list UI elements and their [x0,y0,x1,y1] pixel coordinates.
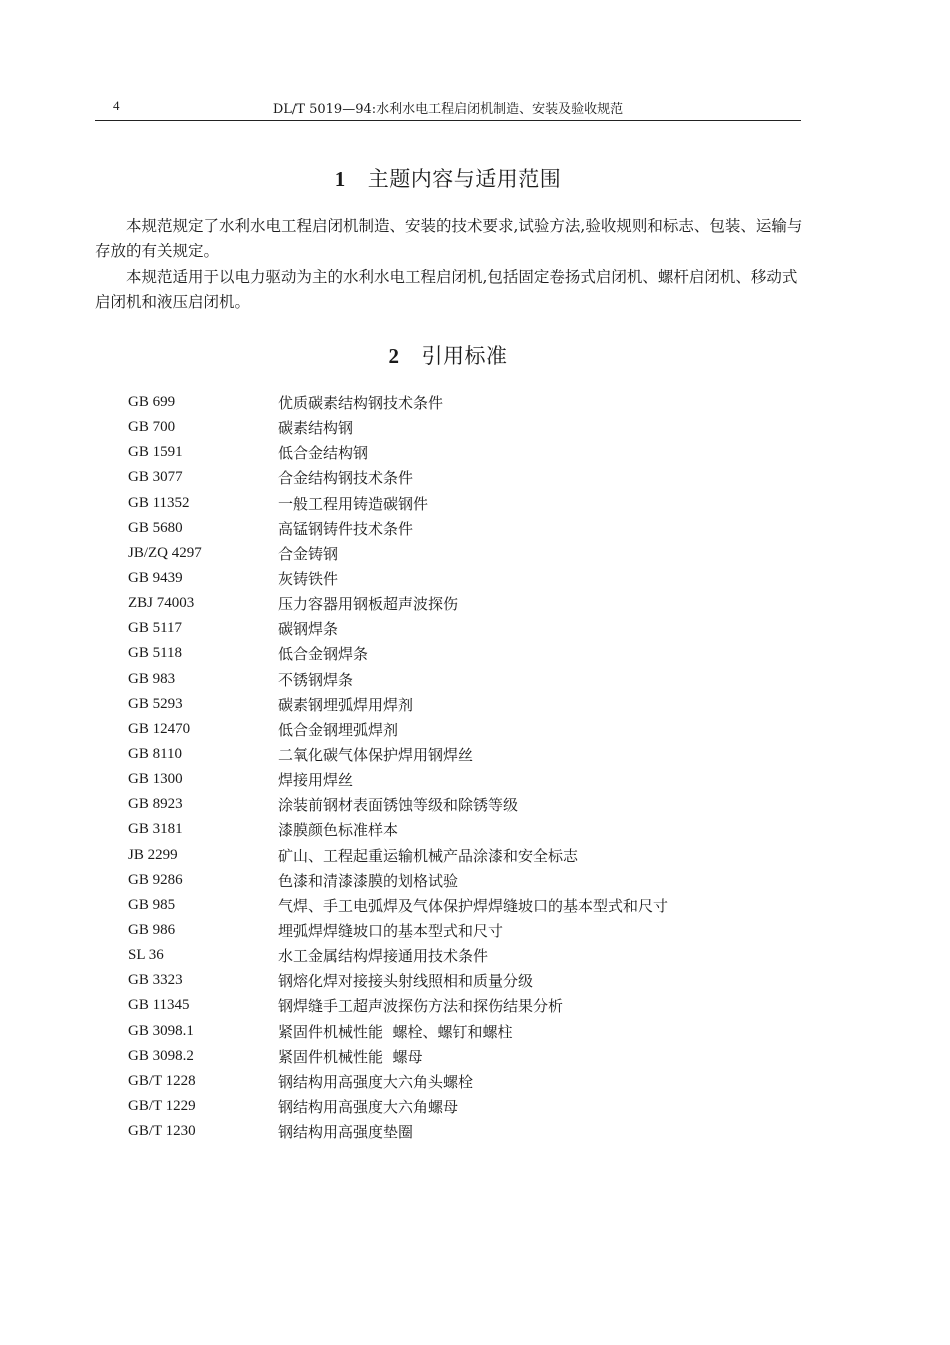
reference-row [128,516,768,541]
reference-code: SL 36 [128,947,164,964]
reference-code: GB 3098.1 [128,1022,194,1039]
reference-title: 碳素结构钢 [278,419,354,438]
reference-code: GB/T 1230 [128,1123,196,1140]
reference-code: GB 5117 [128,620,183,637]
reference-code: JB 2299 [128,846,178,863]
reference-row [128,415,768,440]
section-1-title: 主题内容与适用范围 [367,167,562,191]
reference-title: 涂装前钢材表面锈蚀等级和除锈等级 [278,796,519,815]
reference-code: GB 5680 [128,519,183,536]
reference-row [128,993,768,1018]
reference-title: 钢结构用高强度垫圈 [278,1123,414,1142]
reference-row [128,641,768,666]
reference-title: 紧固件机械性能 螺栓、螺钉和螺柱 [278,1022,513,1041]
reference-title: 埋弧焊焊缝坡口的基本型式和尺寸 [278,922,504,941]
reference-row [128,1019,768,1044]
reference-row [128,767,768,792]
reference-title: 压力容器用钢板超声波探伤 [278,595,459,614]
reference-row [128,1094,768,1119]
running-title: DL/T 5019—94:水利水电工程启闭机制造、安装及验收规范 [272,102,624,117]
reference-row [128,491,768,516]
reference-title: 合金铸钢 [278,544,339,563]
reference-standards-list [128,390,768,1144]
section-1-number: 1 [334,167,346,191]
reference-code: GB 12470 [128,720,191,737]
section-1-paragraph-2: 本规范适用于以电力驱动为主的水利水电工程启闭机,包括固定卷扬式启闭机、螺杆启闭机、移动式启闭机和液压启闭机。 [95,268,798,311]
reference-title: 优质碳素结构钢技术条件 [278,394,444,413]
reference-title: 水工金属结构焊接通用技术条件 [278,947,489,966]
reference-code: GB 700 [128,419,176,436]
reference-row [128,868,768,893]
reference-row [128,616,768,641]
reference-code: GB 699 [128,394,176,411]
section-1-paragraph-1: 本规范规定了水利水电工程启闭机制造、安装的技术要求,试验方法,验收规则和标志、包装、运输与存放的有关规定。 [95,217,803,260]
reference-title: 气焊、手工电弧焊及气体保护焊焊缝坡口的基本型式和尺寸 [278,896,669,915]
reference-title: 碳钢焊条 [278,620,339,639]
reference-title: 钢焊缝手工超声波探伤方法和探伤结果分析 [278,997,564,1016]
reference-title: 钢结构用高强度大六角螺母 [278,1098,459,1116]
reference-title: 漆膜颜色标准样本 [278,821,399,840]
reference-code: GB 3098.2 [128,1047,194,1064]
reference-code: GB 5118 [128,645,183,662]
reference-title: 紧固件机械性能 螺母 [278,1047,423,1066]
reference-row [128,390,768,415]
reference-row [128,817,768,842]
reference-code: GB 8110 [128,746,183,763]
reference-code: GB 983 [128,670,176,687]
reference-code: GB 986 [128,922,176,939]
reference-code: GB 1300 [128,771,183,788]
reference-row [128,918,768,943]
section-1-heading [95,163,801,193]
reference-row [128,792,768,817]
reference-title: 焊接用焊丝 [278,771,354,790]
page-header [95,96,801,121]
reference-code: GB 1591 [128,444,183,461]
reference-row [128,943,768,968]
reference-code: GB 985 [128,896,176,913]
reference-code: GB 3077 [128,469,183,486]
reference-code: GB 11345 [128,997,190,1014]
reference-row [128,843,768,868]
reference-title: 钢结构用高强度大六角头螺栓 [278,1072,474,1091]
reference-row [128,1069,768,1094]
reference-code: GB 9286 [128,871,183,888]
section-2-heading [95,340,801,370]
reference-code: GB 9439 [128,570,183,587]
reference-title: 低合金钢焊条 [278,645,369,664]
reference-row [128,1119,768,1144]
page-number: 4 [113,98,120,113]
section-2-number: 2 [388,344,400,368]
reference-row [128,541,768,566]
reference-title: 不锈钢焊条 [278,670,354,689]
reference-code: GB 3323 [128,972,183,989]
reference-row [128,566,768,591]
reference-code: GB 5293 [128,695,183,712]
reference-code: GB/T 1228 [128,1072,196,1089]
reference-code: GB 8923 [128,796,183,813]
section-2-title: 引用标准 [421,344,508,368]
reference-title: 灰铸铁件 [278,570,339,589]
reference-title: 低合金结构钢 [278,444,369,463]
reference-title: 二氧化碳气体保护焊用钢焊丝 [278,746,474,765]
reference-code: ZBJ 74003 [128,595,195,612]
reference-row [128,591,768,616]
reference-title: 高锰钢铸件技术条件 [278,519,414,538]
reference-row [128,968,768,993]
reference-row [128,893,768,918]
reference-code: GB/T 1229 [128,1098,196,1114]
reference-code: GB 3181 [128,821,183,838]
reference-row [128,667,768,692]
reference-row [128,1044,768,1069]
reference-row [128,440,768,465]
reference-title: 低合金钢埋弧焊剂 [278,720,399,739]
reference-title: 色漆和清漆漆膜的划格试验 [278,871,459,890]
reference-title: 矿山、工程起重运输机械产品涂漆和安全标志 [278,846,579,865]
reference-row [128,717,768,742]
reference-code: JB/ZQ 4297 [128,544,202,561]
reference-row [128,465,768,490]
reference-title: 合金结构钢技术条件 [278,469,414,488]
reference-row [128,742,768,767]
reference-title: 钢熔化焊对接接头射线照相和质量分级 [278,972,534,991]
reference-row [128,692,768,717]
reference-title: 一般工程用铸造碳钢件 [278,494,429,513]
reference-title: 碳素钢埋弧焊用焊剂 [278,695,414,714]
reference-code: GB 11352 [128,494,190,511]
